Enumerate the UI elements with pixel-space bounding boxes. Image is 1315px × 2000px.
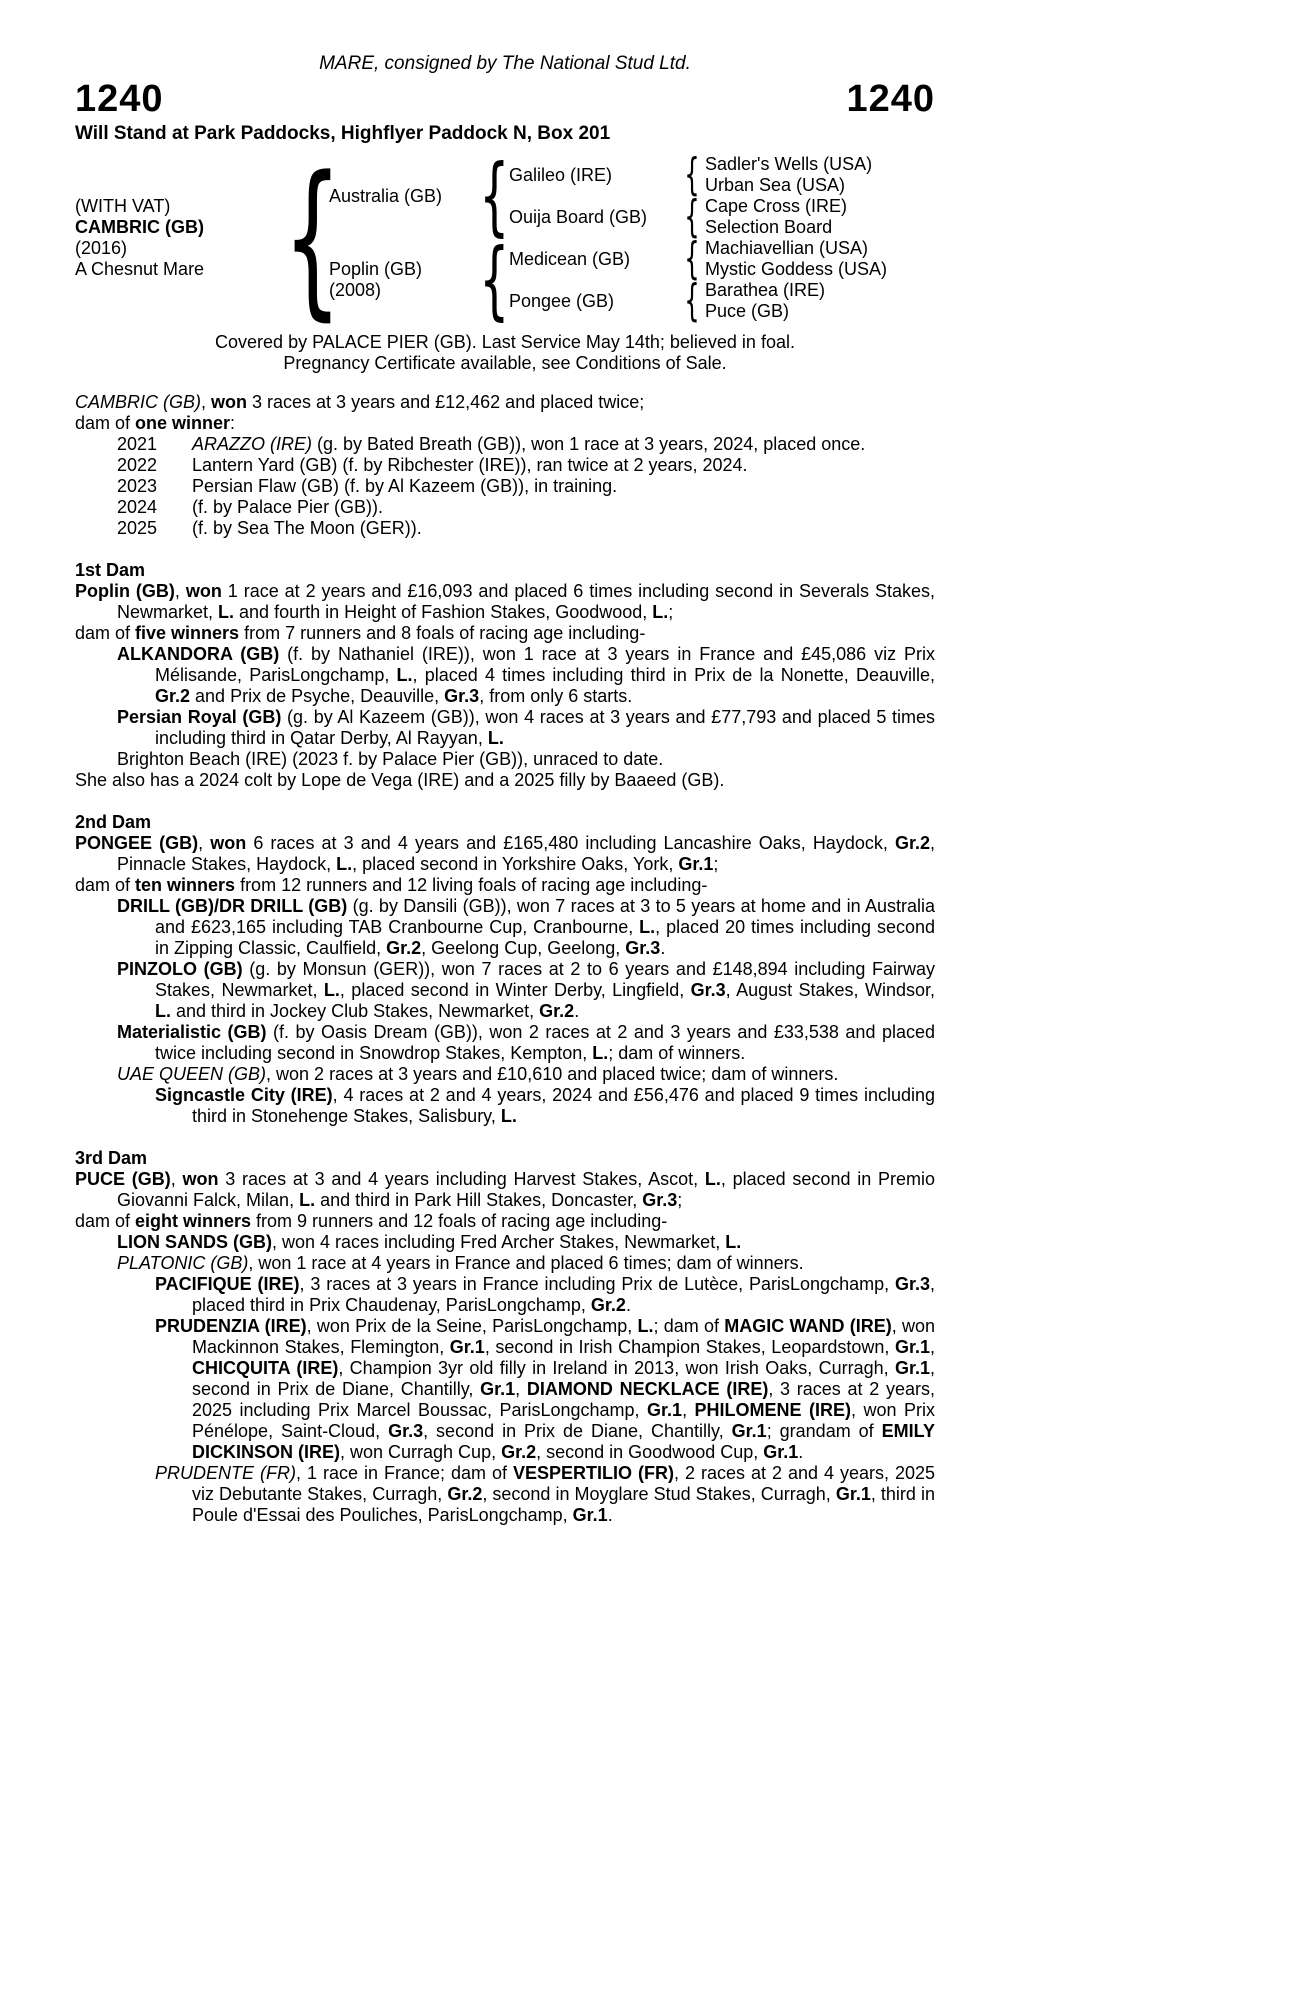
text-segment: Gr.3 [894, 1274, 930, 1294]
text-segment: (g. by Bated Breath (GB)), won 1 race at 3 years, 2024, placed once. [312, 434, 866, 454]
text-segment: PACIFIQUE (IRE) [155, 1274, 300, 1294]
paragraph [75, 875, 935, 896]
text-segment: CAMBRIC (GB) [75, 392, 201, 412]
text-segment: Gr.1 [835, 1484, 871, 1504]
vat-note: (WITH VAT) [75, 196, 171, 216]
text-segment: DIAMOND NECKLACE (IRE) [526, 1379, 769, 1399]
text-segment: Gr.1 [678, 854, 714, 874]
pregnancy-certificate-line: Pregnancy Certificate available, see Conditions of Sale. [283, 353, 727, 373]
text-segment: Materialistic (GB) [117, 1022, 267, 1042]
text-segment: ALKANDORA (GB) [117, 644, 280, 664]
text-segment: , third in Poule d'Essai des Pouliches, ParisLongchamp, [192, 1484, 935, 1525]
lot-number-right: 1240 [846, 78, 935, 120]
text-segment: from 12 runners and 12 living foals of racing age including- [235, 875, 708, 895]
text-segment: Persian Royal (GB) [117, 707, 282, 727]
text-segment: L. [592, 1043, 609, 1063]
text-segment: L. [500, 1106, 517, 1126]
text-segment: PONGEE (GB) [75, 833, 199, 853]
third-dam [75, 1148, 935, 1526]
text-segment: Gr.1 [480, 1379, 516, 1399]
text-segment: ; [668, 602, 674, 622]
brace-glyph: { [684, 191, 700, 242]
text-segment: and third in Jockey Club Stakes, Newmarket, [171, 1001, 540, 1021]
consignor-line: MARE, consigned by The National Stud Ltd. [319, 53, 691, 74]
text-segment: EMILY DICKINSON (IRE) [192, 1421, 935, 1462]
text-segment: , placed second in Yorkshire Oaks, York, [352, 854, 679, 874]
text-segment: won [211, 392, 248, 412]
text-segment: ; [713, 854, 719, 874]
text-segment: , placed third in Prix Chaudenay, ParisLongchamp, [192, 1274, 935, 1315]
text-segment: . [607, 1505, 613, 1525]
text-segment: Gr.2 [590, 1295, 626, 1315]
produce-text [192, 476, 935, 497]
paragraph [75, 1253, 935, 1274]
brace-glyph: { [478, 230, 510, 330]
text-segment: eight winners [135, 1211, 252, 1231]
text-segment: PUCE (GB) [75, 1169, 171, 1189]
text-segment: VESPERTILIO (FR) [512, 1463, 674, 1483]
pedigree-brace-main [282, 140, 342, 336]
text-segment: Gr.2 [894, 833, 930, 853]
text-segment: and fourth in Height of Fashion Stakes, Goodwood, [234, 602, 653, 622]
text-segment: , [515, 1379, 527, 1399]
text-segment: L. [704, 1169, 721, 1189]
paragraph [75, 1169, 935, 1211]
text-segment: Gr.3 [642, 1190, 678, 1210]
text-segment: , won Prix Pénélope, Saint-Cloud, [192, 1400, 935, 1441]
text-segment: , [174, 581, 186, 601]
text-segment: , Champion 3yr old filly in Ireland in 2013, won Irish Oaks, Curragh, [338, 1358, 895, 1378]
text-segment: . [798, 1442, 804, 1462]
text-segment: won [185, 581, 222, 601]
paragraph [75, 1085, 935, 1127]
text-segment: , [929, 1337, 935, 1357]
text-segment: L. [323, 980, 340, 1000]
dam-dam-brace [679, 275, 705, 326]
text-segment: L. [155, 1001, 171, 1021]
paragraph [75, 1022, 935, 1064]
dam-block [329, 238, 479, 322]
text-segment: UAE QUEEN (GB) [117, 1064, 267, 1084]
text-segment: , won Curragh Cup, [340, 1442, 502, 1462]
text-segment: Gr.1 [572, 1505, 608, 1525]
text-segment: , second in Moyglare Stud Stakes, Curragh, [482, 1484, 836, 1504]
lot-number-left: 1240 [75, 78, 164, 120]
text-segment: , won Prix de la Seine, ParisLongchamp, [306, 1316, 638, 1336]
text-segment: from 7 runners and 8 foals of racing age including- [239, 623, 646, 643]
text-segment: ; dam of winners. [608, 1043, 746, 1063]
covered-line: Covered by PALACE PIER (GB). Last Service May 14th; believed in foal. [215, 332, 795, 352]
paragraph [75, 1274, 935, 1316]
great-granddam-1: Urban Sea (USA) [705, 175, 846, 195]
paragraph [75, 896, 935, 959]
text-segment: ARAZZO (IRE) [192, 434, 312, 454]
text-segment: Gr.3 [625, 938, 661, 958]
text-segment: PLATONIC (GB) [117, 1253, 249, 1273]
text-segment: L. [487, 728, 504, 748]
dam-name: Poplin (GB) [329, 259, 423, 279]
produce-year: 2024 [117, 497, 158, 517]
text-segment: (f. by Oasis Dream (GB)), won 2 races at 2 and 3 years and £33,538 and placed twice including second in Snowdrop Stakes, Kempton, [155, 1022, 935, 1063]
dam-brace [478, 230, 510, 330]
text-segment: dam of [75, 1211, 136, 1231]
text-segment: Gr.2 [501, 1442, 537, 1462]
text-segment: , won Mackinnon Stakes, Flemington, [192, 1316, 935, 1357]
sire-sire-name: Galileo (IRE) [509, 164, 613, 185]
paragraph [75, 644, 935, 707]
text-segment: Gr.2 [155, 686, 191, 706]
text-segment: , 4 races at 2 and 4 years, 2024 and £56,476 and placed 9 times including third in Stonehenge Stakes, Salisbury, [192, 1085, 935, 1126]
dam-foaled-year: (2008) [329, 280, 382, 300]
text-segment: Gr.1 [449, 1337, 485, 1357]
produce-text [192, 434, 935, 455]
paragraph [75, 833, 935, 875]
text-segment: one winner [135, 413, 231, 433]
brace-glyph: { [684, 233, 700, 284]
paragraph [75, 959, 935, 1022]
text-segment: , Pinnacle Stakes, Haydock, [117, 833, 935, 874]
text-segment: dam of [75, 413, 136, 433]
great-grandsire-3: Machiavellian (USA) [705, 238, 869, 258]
text-segment: L. [299, 1190, 316, 1210]
text-segment: Gr.3 [690, 980, 726, 1000]
text-segment: won [182, 1169, 219, 1189]
stand-location-line: Will Stand at Park Paddocks, Highflyer Paddock N, Box 201 [75, 123, 611, 144]
text-segment: Gr.2 [386, 938, 422, 958]
text-segment: Persian Flaw (GB) (f. by Al Kazeem (GB)), in training. [192, 476, 618, 496]
great-granddam-4: Puce (GB) [705, 301, 790, 321]
text-segment: She also has a 2024 colt by Lope de Vega (IRE) and a 2025 filly by Baaeed (GB). [75, 770, 725, 790]
covering-details [75, 332, 935, 374]
produce-year: 2021 [117, 434, 158, 454]
text-segment: DRILL (GB)/DR DRILL (GB) [117, 896, 348, 916]
great-granddam-2: Selection Board [705, 217, 833, 237]
text-segment: from 9 runners and 12 foals of racing age including- [251, 1211, 668, 1231]
text-segment: . [574, 1001, 580, 1021]
text-segment: (f. by Nathaniel (IRE)), won 1 race at 3 years in France and £45,086 viz Prix Mélisande, ParisLongchamp, [155, 644, 935, 685]
paragraph [75, 1463, 935, 1526]
produce-year: 2023 [117, 476, 158, 496]
text-segment: , placed second in Winter Derby, Lingfield, [339, 980, 691, 1000]
sire-dam-name: Ouija Board (GB) [509, 206, 648, 227]
paragraph [75, 581, 935, 623]
paragraph [75, 749, 935, 770]
produce-year: 2022 [117, 455, 158, 475]
text-segment: , second in Irish Champion Stakes, Leopardstown, [484, 1337, 895, 1357]
text-segment: CHICQUITA (IRE) [192, 1358, 339, 1378]
text-segment: Gr.1 [894, 1337, 930, 1357]
text-segment: , 3 races at 3 years in France including Prix de Lutèce, ParisLongchamp, [299, 1274, 895, 1294]
text-segment: PINZOLO (GB) [117, 959, 243, 979]
text-segment: Gr.1 [731, 1421, 767, 1441]
text-segment: 3 races at 3 years and £12,462 and placed twice; [247, 392, 645, 412]
text-segment: , 3 races at 2 years, 2025 including Prix Marcel Boussac, ParisLongchamp, [192, 1379, 935, 1420]
paragraph [75, 413, 935, 434]
first-dam [75, 560, 935, 791]
produce-record [75, 497, 935, 518]
text-segment: , Geelong Cup, Geelong, [421, 938, 626, 958]
text-segment: (g. by Dansili (GB)), won 7 races at 3 to 5 years at home and in Australia and £623,165 including TAB Cranbourne Cup, Cranbourne, [155, 896, 935, 937]
sire-name: Australia (GB) [329, 185, 443, 206]
dam-heading: 3rd Dam [75, 1148, 148, 1168]
text-segment: , 2 races at 2 and 4 years, 2025 viz Debutante Stakes, Curragh, [192, 1463, 935, 1504]
great-grandsire-4: Barathea (IRE) [705, 280, 826, 300]
brace-glyph: { [684, 149, 700, 200]
great-granddam-3: Mystic Goddess (USA) [705, 259, 888, 279]
horse-name: CAMBRIC (GB) [75, 217, 204, 237]
text-segment: (g. by Monsun (GER)), won 7 races at 2 to 6 years and £148,894 including Fairway Stakes, Newmarket, [155, 959, 935, 1000]
text-segment: L. [336, 854, 353, 874]
lot-number-row [75, 78, 935, 120]
produce-record [75, 455, 935, 476]
text-segment: , second in Prix de Diane, Chantilly, [192, 1358, 935, 1399]
subject-horse-block [75, 196, 295, 280]
text-segment: 6 races at 3 and 4 years and £165,480 including Lancashire Oaks, Haydock, [246, 833, 895, 853]
text-segment: , won 2 races at 3 years and £10,610 and placed twice; dam of winners. [266, 1064, 839, 1084]
produce-text [192, 455, 935, 476]
sire-sire-brace [679, 149, 705, 200]
text-segment: L. [396, 665, 413, 685]
paragraph [75, 1316, 935, 1463]
subject-race-record [75, 392, 935, 539]
text-segment: Gr.2 [447, 1484, 483, 1504]
paragraph [75, 392, 935, 413]
text-segment: Poplin (GB) [75, 581, 175, 601]
second-dam [75, 812, 935, 1127]
text-segment: and Prix de Psyche, Deauville, [190, 686, 445, 706]
text-segment: 3 races at 3 and 4 years including Harvest Stakes, Ascot, [218, 1169, 705, 1189]
sire-brace [478, 146, 510, 246]
dam-heading: 2nd Dam [75, 812, 152, 832]
text-segment: Gr.3 [444, 686, 480, 706]
horse-description: A Chesnut Mare [75, 259, 205, 279]
produce-text [192, 497, 935, 518]
text-segment: : [230, 413, 236, 433]
produce-text [192, 518, 935, 539]
text-segment: 1 race at 2 years and £16,093 and placed 6 times including second in Severals Stakes, Newmarket, [117, 581, 935, 622]
text-segment: ; dam of [653, 1316, 725, 1336]
text-segment: and third in Park Hill Stakes, Doncaster, [315, 1190, 643, 1210]
text-segment: L. [637, 1316, 654, 1336]
paragraph [75, 1232, 935, 1253]
text-segment: (f. by Sea The Moon (GER)). [192, 518, 422, 538]
text-segment: , placed 20 times including second in Zipping Classic, Caulfield, [155, 917, 935, 958]
text-segment: , placed 4 times including third in Prix de la Nonette, Deauville, [412, 665, 935, 685]
dam-sire-brace [679, 233, 705, 284]
dam-dam-name: Pongee (GB) [509, 290, 615, 311]
text-segment: , placed second in Premio Giovanni Falck, Milan, [117, 1169, 935, 1210]
brace-glyph: { [478, 146, 510, 246]
text-segment: ; [677, 1190, 683, 1210]
text-segment: Gr.1 [763, 1442, 799, 1462]
text-segment: , [682, 1400, 695, 1420]
paragraph [75, 623, 935, 644]
text-segment: L. [639, 917, 656, 937]
text-segment: PRUDENTE (FR) [155, 1463, 296, 1483]
text-segment: five winners [135, 623, 240, 643]
text-segment: , [198, 833, 211, 853]
text-segment: , from only 6 starts. [479, 686, 633, 706]
paragraph [75, 770, 935, 791]
text-segment: , [201, 392, 212, 412]
text-segment: Gr.1 [647, 1400, 683, 1420]
catalogue-sections [75, 392, 935, 1526]
text-segment: Lantern Yard (GB) (f. by Ribchester (IRE)), ran twice at 2 years, 2024. [192, 455, 748, 475]
paragraph [75, 707, 935, 749]
text-segment: . [625, 1295, 631, 1315]
text-segment: , won 4 races including Fred Archer Stakes, Newmarket, [272, 1232, 726, 1252]
text-segment: , August Stakes, Windsor, [725, 980, 935, 1000]
text-segment: , [170, 1169, 183, 1189]
paragraph [75, 1211, 935, 1232]
page-content [75, 52, 935, 1526]
text-segment: Gr.1 [894, 1358, 930, 1378]
brace-glyph: { [684, 275, 700, 326]
paragraph [75, 1064, 935, 1085]
produce-record [75, 518, 935, 539]
text-segment: L. [652, 602, 669, 622]
dam-heading: 1st Dam [75, 560, 146, 580]
text-segment: (g. by Al Kazeem (GB)), won 4 races at 3 years and £77,793 and placed 5 times including third in Qatar Derby, Al Rayyan, [155, 707, 935, 748]
text-segment: L. [725, 1232, 742, 1252]
produce-record [75, 476, 935, 497]
text-segment: , second in Prix de Diane, Chantilly, [423, 1421, 732, 1441]
text-segment: . [660, 938, 666, 958]
text-segment: won [210, 833, 247, 853]
pedigree-table [75, 140, 935, 336]
text-segment: PHILOMENE (IRE) [694, 1400, 852, 1420]
text-segment: , 1 race in France; dam of [295, 1463, 513, 1483]
great-grandsire-2: Cape Cross (IRE) [705, 196, 848, 216]
text-segment: ten winners [135, 875, 236, 895]
great-grandsire-1: Sadler's Wells (USA) [705, 154, 873, 174]
text-segment: Brighton Beach (IRE) (2023 f. by Palace Pier (GB)), unraced to date. [117, 749, 664, 769]
text-segment: , second in Goodwood Cup, [536, 1442, 764, 1462]
text-segment: (f. by Palace Pier (GB)). [192, 497, 384, 517]
text-segment: , won 1 race at 4 years in France and placed 6 times; dam of winners. [248, 1253, 804, 1273]
sire-dam-brace [679, 191, 705, 242]
text-segment: ; grandam of [766, 1421, 882, 1441]
text-segment: dam of [75, 623, 136, 643]
horse-foaled-year: (2016) [75, 238, 128, 258]
text-segment: L. [218, 602, 235, 622]
text-segment: Gr.3 [388, 1421, 424, 1441]
text-segment: Signcastle City (IRE) [155, 1085, 333, 1105]
produce-year: 2025 [117, 518, 158, 538]
text-segment: PRUDENZIA (IRE) [155, 1316, 307, 1336]
dam-sire-name: Medicean (GB) [509, 248, 631, 269]
brace-glyph: { [282, 140, 342, 336]
text-segment: MAGIC WAND (IRE) [724, 1316, 892, 1336]
text-segment: LION SANDS (GB) [117, 1232, 272, 1252]
produce-record [75, 434, 935, 455]
text-segment: dam of [75, 875, 136, 895]
text-segment: Gr.2 [539, 1001, 575, 1021]
